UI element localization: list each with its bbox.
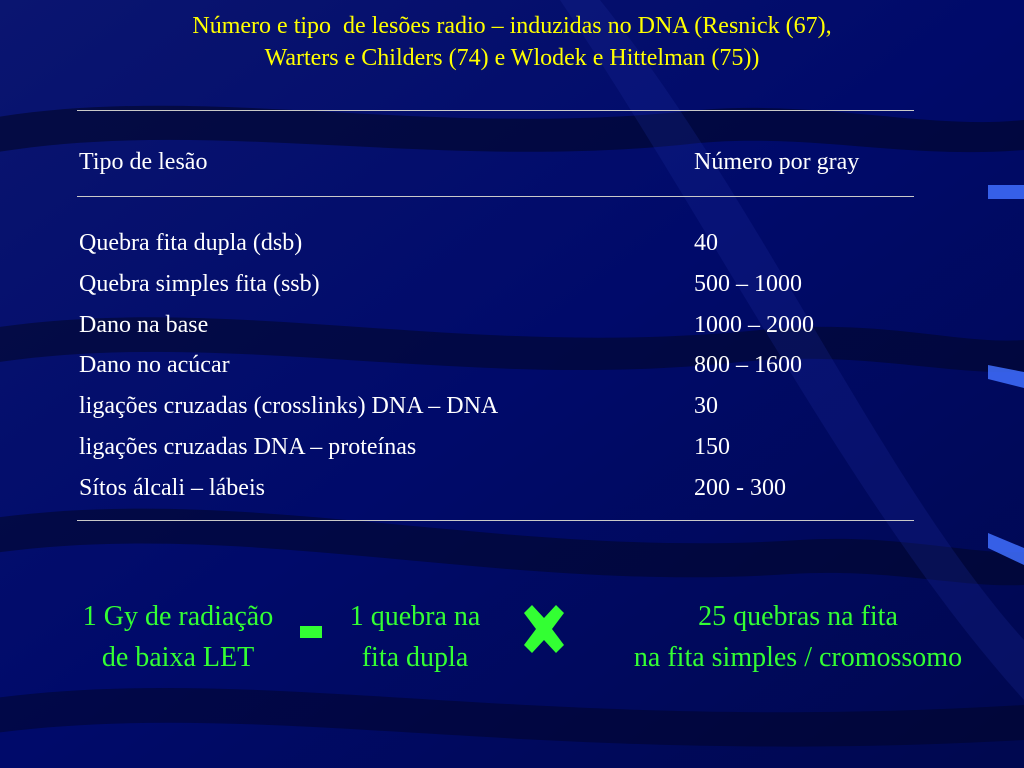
table-row-lesion: Quebra fita dupla (dsb) [79,230,303,256]
multiplication-sign-icon [516,601,572,657]
column-header-numero-por-gray: Número por gray [694,149,860,175]
equation-right-term [596,596,1000,678]
table-row-lesion: ligações cruzadas DNA – proteínas [79,434,417,460]
equation-right-line-1: 25 quebras na fita [698,601,898,632]
table-row-lesion: Dano na base [79,312,209,338]
table-row-value: 1000 – 2000 [694,312,814,338]
slide-title-line-2: Warters e Childers (74) e Wlodek e Hittelman (75)) [264,45,760,71]
table-row-lesion: Sítos álcali – lábeis [79,475,265,501]
equation-left-line-2: de baixa LET [101,642,255,673]
equation-right-line-2: na fita simples / cromossomo [633,642,963,673]
table-row-lesion: ligações cruzadas (crosslinks) DNA – DNA [79,393,499,419]
equation-middle-line-1: 1 quebra na [349,601,481,632]
table-row-value: 30 [694,393,718,419]
table-row-value: 800 – 1600 [694,352,802,378]
table-row-lesion: Dano no acúcar [79,352,230,378]
table-row-value: 40 [694,230,718,256]
equation-middle-term [330,596,500,678]
table-row-value: 150 [694,434,730,460]
slide-title-line-1: Número e tipo de lesões radio – induzidas no DNA (Resnick (67), [192,13,832,39]
minus-sign-icon [300,626,322,638]
table-bottom-rule [77,520,914,521]
equation-left-line-1: 1 Gy de radiação [82,601,274,632]
table-row-value: 200 - 300 [694,475,786,501]
table-header-rule [77,196,914,197]
table-row-value: 500 – 1000 [694,271,802,297]
slide-title [0,10,1024,74]
column-header-tipo-de-lesao: Tipo de lesão [79,149,208,175]
table-top-rule [77,110,914,111]
equation-left-term [58,596,298,678]
equation-middle-line-2: fita dupla [361,642,469,673]
table-row-lesion: Quebra simples fita (ssb) [79,271,320,297]
